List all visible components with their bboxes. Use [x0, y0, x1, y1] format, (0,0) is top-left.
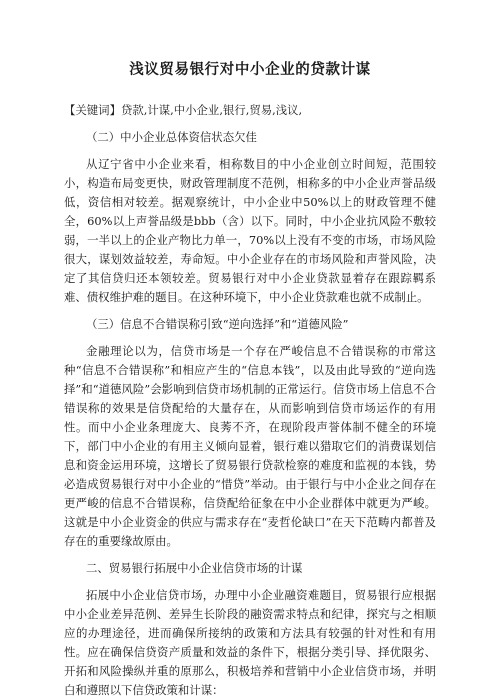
section-heading: 二、贸易银行拓展中小企业信贷市场的计谋	[86, 561, 303, 575]
section-heading: （二）中小企业总体资信状态欠佳	[86, 130, 257, 144]
paragraph: 从辽宁省中小企业来看，相称数目的中小企业创立时间短，范围较小，构造布局变更快，财政管理制度不范例，相称多的中小企业声誉品级低，资信相对较差。据观察统计，中小企业中50%以上的财政管理不健全，60%以上声誉品级是bbb（含）以下。同时，中小企业抗风险不敷较弱，一半以上的企业产物比力单一，70%以上没有不变的市场，市场风险很大，谋划效益较差，寿命短。中小企业存在的市场风险和声誉风险，决定了其信贷归还本领较差。贸易银行对中小企业贷款显着存在跟踪羁系难、债权维护难的题目。在这种环境下，中小企业贷款难也就不成制止。	[64, 157, 436, 304]
document-title: 浅议贸易银行对中小企业的贷款计谋	[129, 61, 371, 78]
section-heading: （三）信息不合错误称引致“逆向选择”和“道德风险”	[86, 317, 349, 331]
keywords-line: 【关键词】贷款,计谋,中小企业,银行,贸易,浅议,	[64, 103, 303, 117]
paragraph: 金融理论以为，信贷市场是一个存在严峻信息不合错误称的市常这种“信息不合错误称”和相应产生的“信息本钱”，以及由此导致的“逆向选择”和“道德风险”会影响到信贷市场机制的正常运行。信贷市场上信息不合错误称的效果是信贷配给的大量存在，从而影响到信贷市场运作的有用性。而中小企业条理庞大、良莠不齐，在现阶段声誉体制不健全的环境下，部门中小企业的有用主义倾向显着，银行难以猎取它们的消费谋划信息和资金运用环境，这增长了贸易银行贷款检察的难度和监视的本钱，势必造成贸易银行对中小企业的“惜贷”举动。由于银行与中小企业之间存在更严峻的信息不合错误称，信贷配给征象在中小企业群体中就更为严峻。这就是中小企业资金的供应与需求存在“麦哲伦缺口”在天下范畴内都普及存在的重要缘故原由。	[64, 344, 436, 548]
paragraph: 拓展中小企业信贷市场，办理中小企业融资难题目，贸易银行应根据中小企业差异范例、差异生长阶段的融资需求特点和纪律，探究与之相顺应的办理途径，进而确保所接纳的政策和方法具有较强的针对性和有用性。应在确保信贷资产质量和效益的条件下，根据分类引导、择优限劣、开拓和风险操纵并重的原那么，积极培养和营销中小企业信贷市场，并明白和遵照以下信贷政策和计谋：	[64, 588, 436, 697]
